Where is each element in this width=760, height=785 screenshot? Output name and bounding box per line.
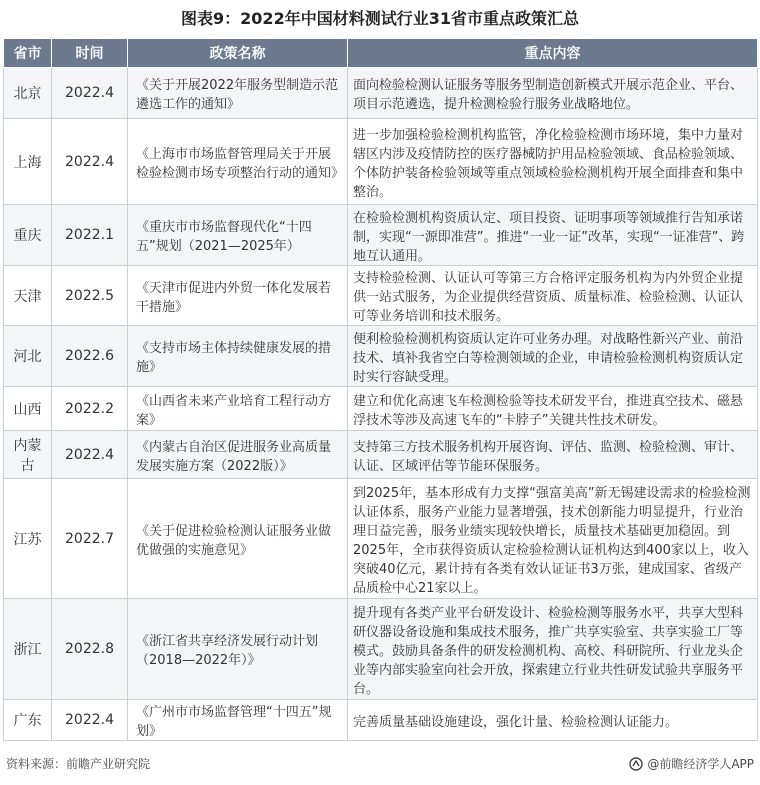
cell-content: 建立和优化高速飞车检测检验等技术研发平台，推进真空技术、磁悬浮技术等涉及高速飞车的“卡脖子”关键共性技术研发。 bbox=[348, 387, 758, 431]
table-header-row bbox=[4, 39, 758, 68]
header-content: 重点内容 bbox=[348, 39, 758, 68]
cell-city: 河北 bbox=[4, 326, 52, 387]
cell-date: 2022.8 bbox=[52, 599, 128, 700]
cell-policy: 《重庆市市场监督现代化“十四五”规划（2021—2025年） bbox=[128, 205, 348, 266]
cell-content: 到2025年，基本形成有力支撑“强富美高”新无锡建设需求的检验检测认证体系，服务产业能力显著增强，技术创新能力明显提升，行业治理日益完善，服务业绩实现较快增长，质量技术基础更加稳固。到2025年，全市获得资质认定检验检测认证机构达到400家以上，收入突破40亿元，累计持有各类有效认证证书3万张，建成国家、省级产品质检中心21家以上。 bbox=[348, 479, 758, 599]
table-row bbox=[4, 700, 758, 741]
cell-city: 重庆 bbox=[4, 205, 52, 266]
footer bbox=[6, 751, 754, 777]
cell-city: 山西 bbox=[4, 387, 52, 431]
cell-city: 江苏 bbox=[4, 479, 52, 599]
table-row bbox=[4, 119, 758, 205]
cell-city: 广东 bbox=[4, 700, 52, 741]
cell-policy: 《内蒙古自治区促进服务业高质量发展实施方案（2022版）》 bbox=[128, 431, 348, 479]
header-city: 省市 bbox=[4, 39, 52, 68]
cell-date: 2022.6 bbox=[52, 326, 128, 387]
cell-policy: 《浙江省共享经济发展行动计划（2018—2022年）》 bbox=[128, 599, 348, 700]
cell-date: 2022.4 bbox=[52, 119, 128, 205]
cell-city: 上海 bbox=[4, 119, 52, 205]
cell-content: 便利检验检测机构资质认定许可业务办理。对战略性新兴产业、前沿技术、填补我省空白等检测领域的企业，申请检验检测机构资质认定时实行容缺受理。 bbox=[348, 326, 758, 387]
cell-content: 支持第三方技术服务机构开展咨询、评估、监测、检验检测、审计、认证、区域评估等节能环保服务。 bbox=[348, 431, 758, 479]
cell-date: 2022.4 bbox=[52, 700, 128, 741]
table-row bbox=[4, 387, 758, 431]
page-title: 图表9：2022年中国材料测试行业31省市重点政策汇总 bbox=[181, 9, 579, 28]
cell-date: 2022.2 bbox=[52, 387, 128, 431]
cell-city: 内蒙古 bbox=[4, 431, 52, 479]
cell-policy: 《上海市市场监督管理局关于开展检验检测市场专项整治行动的通知》 bbox=[128, 119, 348, 205]
app-credit bbox=[629, 755, 754, 772]
table-row bbox=[4, 326, 758, 387]
cell-policy: 《支持市场主体持续健康发展的措施》 bbox=[128, 326, 348, 387]
header-policy: 政策名称 bbox=[128, 39, 348, 68]
table-row bbox=[4, 479, 758, 599]
cell-content: 在检验检测机构资质认定、项目投资、证明事项等领域推行告知承诺制，实现“一源即准营”。推进“一业一证”改革，实现“一证准营”、跨地互认通用。 bbox=[348, 205, 758, 266]
app-credit-text: @前瞻经济学人APP bbox=[647, 757, 754, 771]
cell-city: 天津 bbox=[4, 266, 52, 326]
cell-content: 提升现有各类产业平台研发设计、检验检测等服务水平，共享大型科研仪器设备设施和集成技术服务，推广共享实验室、共享实验工厂等模式。鼓励具备条件的研发检测机构、高校、科研院所、行业龙头企业等内部实验室向社会开放，探索建立行业共性研发试验共享服务平台。 bbox=[348, 599, 758, 700]
table-row bbox=[4, 431, 758, 479]
policy-table bbox=[3, 38, 758, 741]
qianzhan-logo-icon bbox=[629, 757, 643, 771]
table-row bbox=[4, 205, 758, 266]
cell-date: 2022.1 bbox=[52, 205, 128, 266]
cell-policy: 《关于开展2022年服务型制造示范遴选工作的通知》 bbox=[128, 68, 348, 119]
cell-date: 2022.5 bbox=[52, 266, 128, 326]
cell-content: 支持检验检测、认证认可等第三方合格评定服务机构为内外贸企业提供一站式服务，为企业提供经营资质、质量标准、检验检测、认证认可等业务培训和技术服务。 bbox=[348, 266, 758, 326]
cell-policy: 《天津市促进内外贸一体化发展若干措施》 bbox=[128, 266, 348, 326]
cell-policy: 《山西省未来产业培育工程行动方案》 bbox=[128, 387, 348, 431]
cell-city: 北京 bbox=[4, 68, 52, 119]
cell-policy: 《关于促进检验检测认证服务业做优做强的实施意见》 bbox=[128, 479, 348, 599]
table-row bbox=[4, 266, 758, 326]
cell-date: 2022.4 bbox=[52, 68, 128, 119]
cell-city: 浙江 bbox=[4, 599, 52, 700]
source-note: 资料来源：前瞻产业研究院 bbox=[6, 757, 151, 771]
cell-policy: 《广州市市场监督管理“十四五”规划》 bbox=[128, 700, 348, 741]
table-row bbox=[4, 599, 758, 700]
cell-date: 2022.7 bbox=[52, 479, 128, 599]
header-date: 时间 bbox=[52, 39, 128, 68]
cell-content: 进一步加强检验检测机构监管，净化检验检测市场环境，集中力量对辖区内涉及疫情防控的医疗器械防护用品检验领域、食品检验领域、个体防护装备检验领域等重点领域检验检测机构开展全面排查和集中整治。 bbox=[348, 119, 758, 205]
table-row bbox=[4, 68, 758, 119]
cell-date: 2022.4 bbox=[52, 431, 128, 479]
cell-content: 完善质量基础设施建设，强化计量、检验检测认证能力。 bbox=[348, 700, 758, 741]
cell-content: 面向检验检测认证服务等服务型制造创新模式开展示范企业、平台、项目示范遴选，提升检测检验行服务业战略地位。 bbox=[348, 68, 758, 119]
